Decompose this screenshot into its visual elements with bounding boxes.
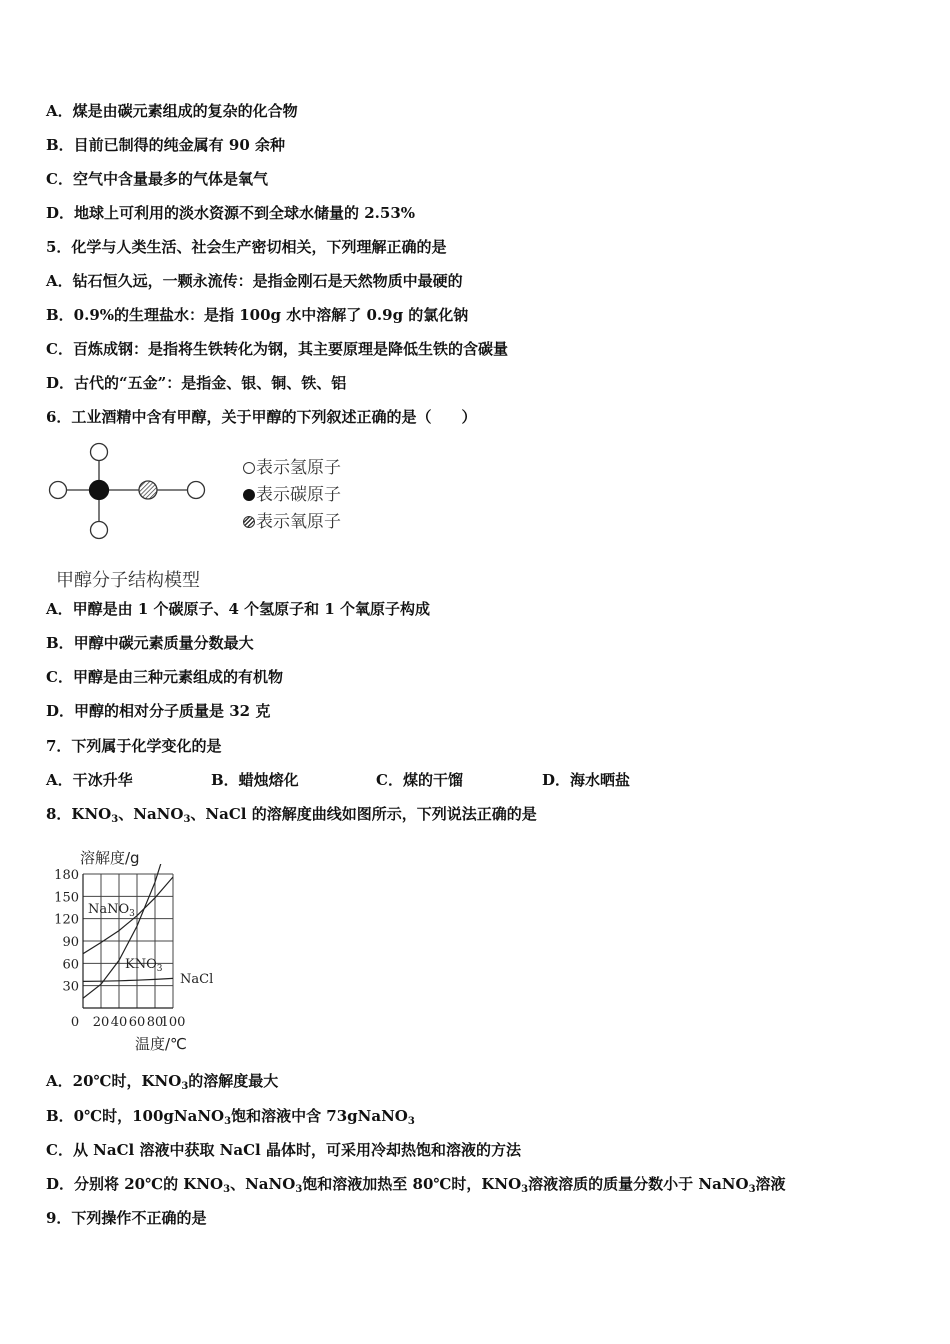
q4-option-b: B．目前已制得的纯金属有 90 余种 [46, 136, 285, 154]
legend-carbon [243, 485, 341, 505]
q8-option-b: B．0℃时，100gNaNO$_3$饱和溶液中含 73gNaNO$_3$ [46, 1107, 415, 1127]
filled-circle-icon [243, 489, 255, 501]
q5-option-b: B．0.9%的生理盐水：是指 100g 水中溶解了 0.9g 的氯化钠 [46, 306, 469, 324]
solubility-chart [40, 843, 230, 1058]
series-label-NaCl: NaCl [180, 972, 214, 987]
carbon-atom [90, 481, 109, 500]
x-tick-label: 100 [160, 1015, 186, 1030]
q4-option-c: C．空气中含量最多的气体是氧气 [46, 170, 268, 188]
series-line-NaCl [83, 978, 173, 981]
hydrogen-atom-left [50, 482, 67, 499]
x-tick-label: 20 [92, 1015, 110, 1030]
series-label-NaNO3: NaNO$_3$ [88, 902, 135, 919]
q6-option-b: B．甲醇中碳元素质量分数最大 [46, 634, 254, 652]
legend-oxygen [243, 512, 341, 532]
q4-option-d: D．地球上可利用的淡水资源不到全球水储量的 2.53% [46, 204, 416, 222]
hydrogen-atom-right [188, 482, 205, 499]
q6-option-c: C．甲醇是由三种元素组成的有机物 [46, 668, 283, 686]
q6-option-a: A．甲醇是由 1 个碳原子、4 个氢原子和 1 个氧原子构成 [46, 600, 431, 618]
y-tick-label: 180 [54, 868, 79, 883]
x-tick-label: 0 [70, 1015, 80, 1030]
legend-carbon-label: 表示碳原子 [256, 485, 341, 505]
oxygen-atom [139, 481, 157, 499]
series-label-KNO3: $KNO_3$ [125, 957, 163, 974]
x-tick-label: 80 [146, 1015, 164, 1030]
y-axis-title: 溶解度/g [80, 849, 140, 867]
y-tick-label: 120 [54, 912, 79, 928]
q7-stem: 7．下列属于化学变化的是 [46, 737, 222, 755]
x-axis-title: 温度/℃ [135, 1035, 187, 1053]
legend-hydrogen [243, 458, 341, 478]
q7-option-d: D．海水晒盐 [542, 771, 631, 789]
q9-stem: 9．下列操作不正确的是 [46, 1209, 207, 1227]
q7-option-a: A．干冰升华 [46, 771, 133, 789]
q7-options-row [46, 770, 746, 790]
hollow-circle-icon [243, 462, 255, 474]
y-tick-label: 30 [62, 979, 79, 995]
q5-option-d: D．古代的“五金”：是指金、银、铜、铁、铝 [46, 374, 347, 392]
q7-option-c: C．煤的干馏 [376, 771, 463, 789]
q6-option-d: D．甲醇的相对分子质量是 32 克 [46, 702, 271, 720]
q5-option-a: A．钻石恒久远，一颗永流传：是指金刚石是天然物质中最硬的 [46, 272, 463, 290]
q8-stem: 8．$KNO_3$、NaNO$_3$、NaCl 的溶解度曲线如图所示，下列说法正确的是 [46, 805, 537, 825]
q8-option-c: C．从 NaCl 溶液中获取 NaCl 晶体时，可采用冷却热饱和溶液的方法 [46, 1141, 521, 1159]
y-tick-label: 150 [54, 890, 79, 906]
legend-hydrogen-label: 表示氢原子 [256, 458, 341, 478]
q4-option-a: A．煤是由碳元素组成的复杂的化合物 [46, 102, 298, 120]
q5-option-c: C．百炼成钢：是指将生铁转化为钢，其主要原理是降低生铁的含碳量 [46, 340, 508, 358]
q8-option-d: D．分别将 20℃的 $KNO_3$、NaNO$_3$饱和溶液加热至 80℃时，$KNO_3$溶液溶质的质量分数小于 NaNO$_3$溶液 [46, 1175, 786, 1195]
hatched-circle-icon [243, 516, 255, 528]
x-tick-label: 40 [110, 1015, 128, 1030]
molecule-model-caption: 甲醇分子结构模型 [56, 570, 200, 591]
methanol-molecule-model [40, 438, 220, 548]
hydrogen-atom-top [91, 444, 108, 461]
y-tick-label: 90 [62, 935, 79, 950]
legend-oxygen-label: 表示氧原子 [256, 512, 341, 532]
q6-stem: 6．工业酒精中含有甲醇，关于甲醇的下列叙述正确的是（ ） [46, 408, 477, 426]
x-tick-label: 60 [128, 1015, 146, 1030]
q5-stem: 5．化学与人类生活、社会生产密切相关，下列理解正确的是 [46, 238, 447, 256]
hydrogen-atom-bottom [91, 522, 108, 539]
y-tick-label: 60 [62, 957, 79, 973]
q7-option-b: B．蜡烛熔化 [211, 771, 299, 789]
q8-option-a: A．20℃时，$KNO_3$的溶解度最大 [46, 1072, 279, 1092]
